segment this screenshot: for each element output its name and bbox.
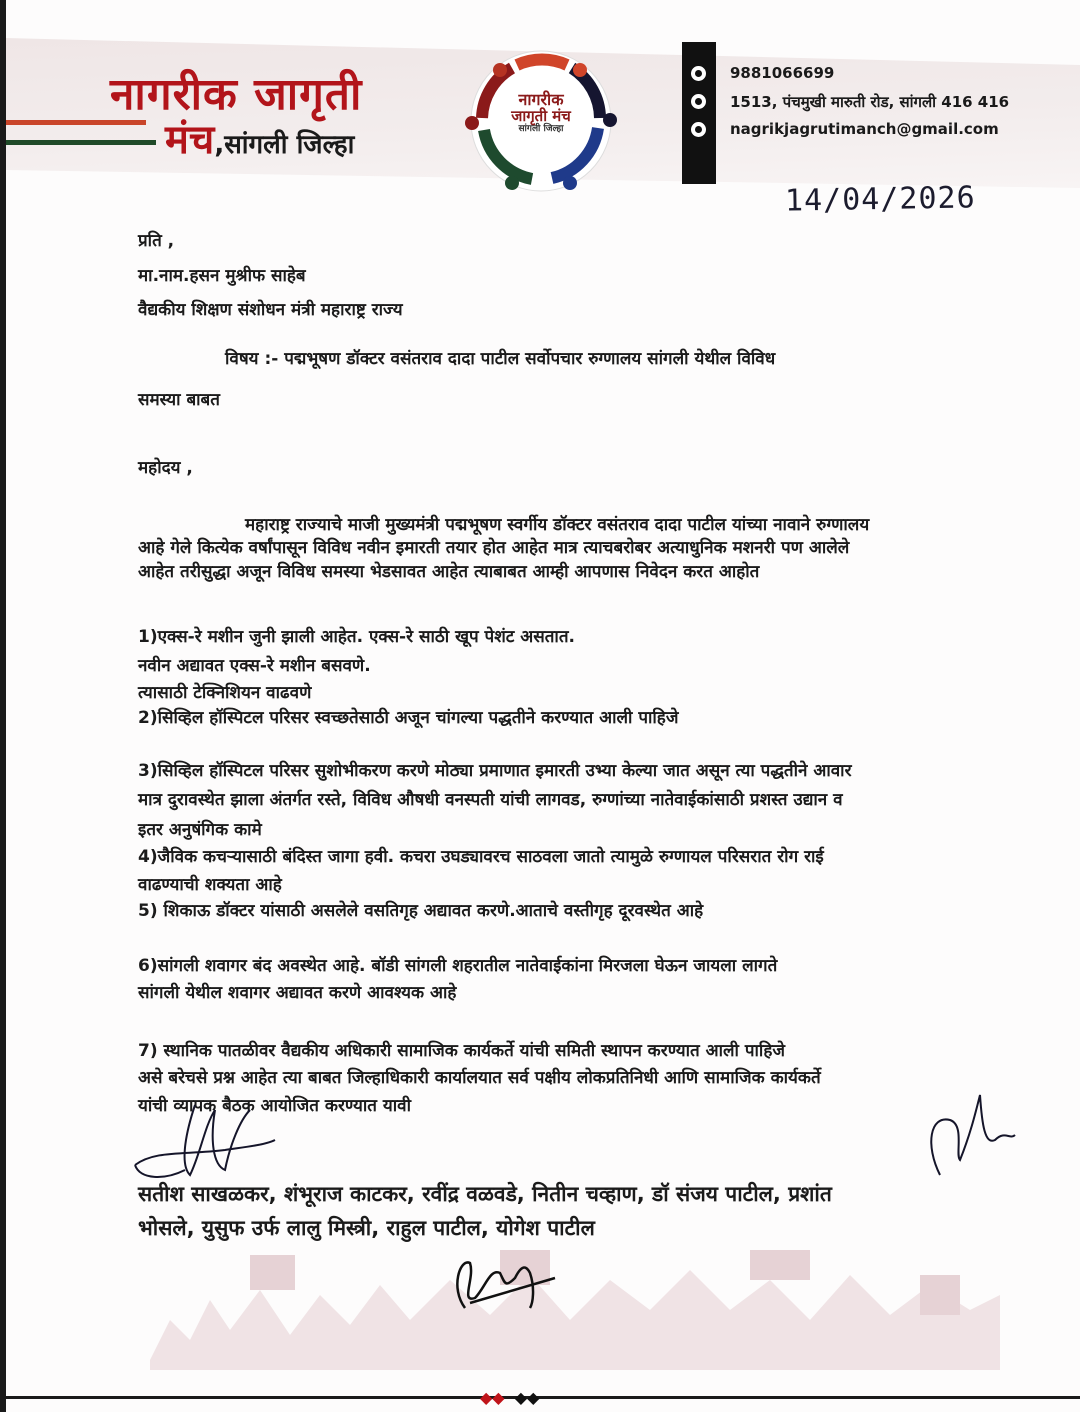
org-name-line1: नागरीक जागृती: [110, 69, 363, 120]
point-line: मात्र दुरावस्थेत झाला अंतर्गत रस्ते, विविध औषधी वनस्पती यांची लागवड, रुग्णांच्या नातेवाईकांसाठी प्रशस्त उद्यान व: [138, 790, 843, 810]
signature-3: [445, 1248, 565, 1318]
contact-email: nagrikjagrutimanch@gmail.com: [730, 120, 999, 138]
tricolor-stripe-green: [6, 140, 156, 145]
contact-icon-bar: [682, 42, 716, 184]
subject-line2: समस्या बाबत: [138, 390, 220, 410]
recipient-designation: वैद्यकीय शिक्षण संशोधन मंत्री महाराष्ट्र राज्य: [138, 300, 403, 320]
intro-line: महाराष्ट्र राज्याचे माजी मुख्यमंत्री पद्मभूषण स्वर्गीय डॉक्टर वसंतराव दादा पाटील यांच्या नावाने रुग्णालय: [245, 515, 870, 535]
point-line: 4)जैविक कचऱ्यासाठी बंदिस्त जागा हवी. कचरा उघड्यावरच साठवला जातो त्यामुळे रुग्णायल परिसरात रोग राई: [138, 847, 824, 867]
point-line: इतर अनुषंगिक कामे: [138, 820, 262, 840]
scan-edge: [0, 0, 6, 1412]
diamond-icon: ◆◆: [480, 1388, 505, 1407]
intro-line: आहे गेले कित्येक वर्षांपासून विविध नवीन इमारती तयार होत आहेत मात्र त्याचबरोबर अत्याधुनिक मशनरी पण आलेले: [138, 538, 850, 558]
intro-line: आहेत तरीसुद्धा अजून विविध समस्या भेडसावत आहेत त्याबाबत आम्ही आपणास निवेदन करत आहोत: [138, 562, 760, 582]
point-line: 2)सिव्हिल हॉस्पिटल परिसर स्वच्छतेसाठी अजून चांगल्या पद्धतीने करण्यात आली पाहिजे: [138, 708, 679, 728]
footer-rule: [0, 1396, 1080, 1399]
point-line: यांची व्यापक बैठक आयोजित करण्यात यावी: [138, 1096, 411, 1116]
handwritten-date: 14/04/2026: [784, 180, 976, 219]
logo-text-line1: नागरीक: [518, 90, 564, 109]
org-district: ,सांगली जिल्हा: [214, 130, 355, 160]
point-line: 1)एक्स-रे मशीन जुनी झाली आहेत. एक्स-रे साठी खूप पेशंट असतात.: [138, 627, 575, 647]
org-name-manch: मंच: [165, 117, 215, 163]
point-line: 6)सांगली शवागर बंद अवस्थेत आहे. बॉडी सांगली शहरातील नातेवाईकांना मिरजला घेऊन जायला लागते: [138, 956, 778, 976]
diamond-icon: ◆◆: [514, 1388, 540, 1407]
point-line: 3)सिव्हिल हॉस्पिटल परिसर सुशोभीकरण करणे मोठ्या प्रमाणात इमारती उभ्या केल्या जात असून त्या पद्धतीने आवार: [138, 761, 852, 781]
point-line: नवीन अद्यावत एक्स-रे मशीन बसवणे.: [138, 656, 371, 676]
point-line: 7) स्थानिक पातळीवर वैद्यकीय अधिकारी सामाजिक कार्यकर्ते यांची समिती स्थापन करण्यात आली पाहिजे: [138, 1041, 785, 1061]
signature-1: [125, 1095, 285, 1190]
logo-text-line2: जागृती मंच: [511, 106, 571, 125]
signature-2: [920, 1085, 1030, 1185]
point-line: 5) शिकाऊ डॉक्टर यांसाठी असलेले वसतिगृह अद्यावत करणे.आताचे वस्तीगृह दूरवस्थेत आहे: [138, 901, 704, 921]
contact-address: 1513, पंचमुखी मारुती रोड, सांगली 416 416: [730, 93, 1010, 111]
phone-icon: [691, 66, 706, 81]
greeting: महोदय ,: [138, 458, 193, 478]
footer-diamond-ornament: [480, 1388, 539, 1407]
crowd-watermark: [150, 1250, 1000, 1370]
logo-text: [488, 92, 594, 134]
contact-phone: 9881066699: [730, 64, 835, 82]
signatories-line1: सतीश साखळकर, शंभूराज काटकर, रवींद्र वळवडे, नितीन चव्हाण, डॉ संजय पाटील, प्रशांत: [138, 1182, 832, 1206]
email-icon: [691, 122, 706, 137]
location-pin-icon: [691, 94, 706, 109]
salutation-to: प्रति ,: [138, 231, 175, 251]
point-line: वाढण्याची शक्यता आहे: [138, 875, 282, 895]
recipient-name: मा.नाम.हसन मुश्रीफ साहेब: [138, 266, 306, 286]
point-line: असे बरेचसे प्रश्न आहेत त्या बाबत जिल्हाधिकारी कार्यालयात सर्व पक्षीय लोकप्रतिनिधी आणि सामाजिक कार्यकर्ते: [138, 1068, 821, 1088]
logo-text-line3: सांगली जिल्हा: [518, 123, 564, 134]
org-name-line2: [165, 110, 354, 165]
signatories-line2: भोसले, युसुफ उर्फ लालु मिस्त्री, राहुल पाटील, योगेश पाटील: [138, 1216, 595, 1240]
point-line: सांगली येथील शवागर अद्यावत करणे आवश्यक आहे: [138, 983, 457, 1003]
point-line: त्यासाठी टेक्निशियन वाढवणे: [138, 683, 312, 703]
subject-line1: विषय :- पद्मभूषण डॉक्टर वसंतराव दादा पाटील सर्वोपचार रुग्णालय सांगली येथील विविध: [225, 349, 776, 369]
